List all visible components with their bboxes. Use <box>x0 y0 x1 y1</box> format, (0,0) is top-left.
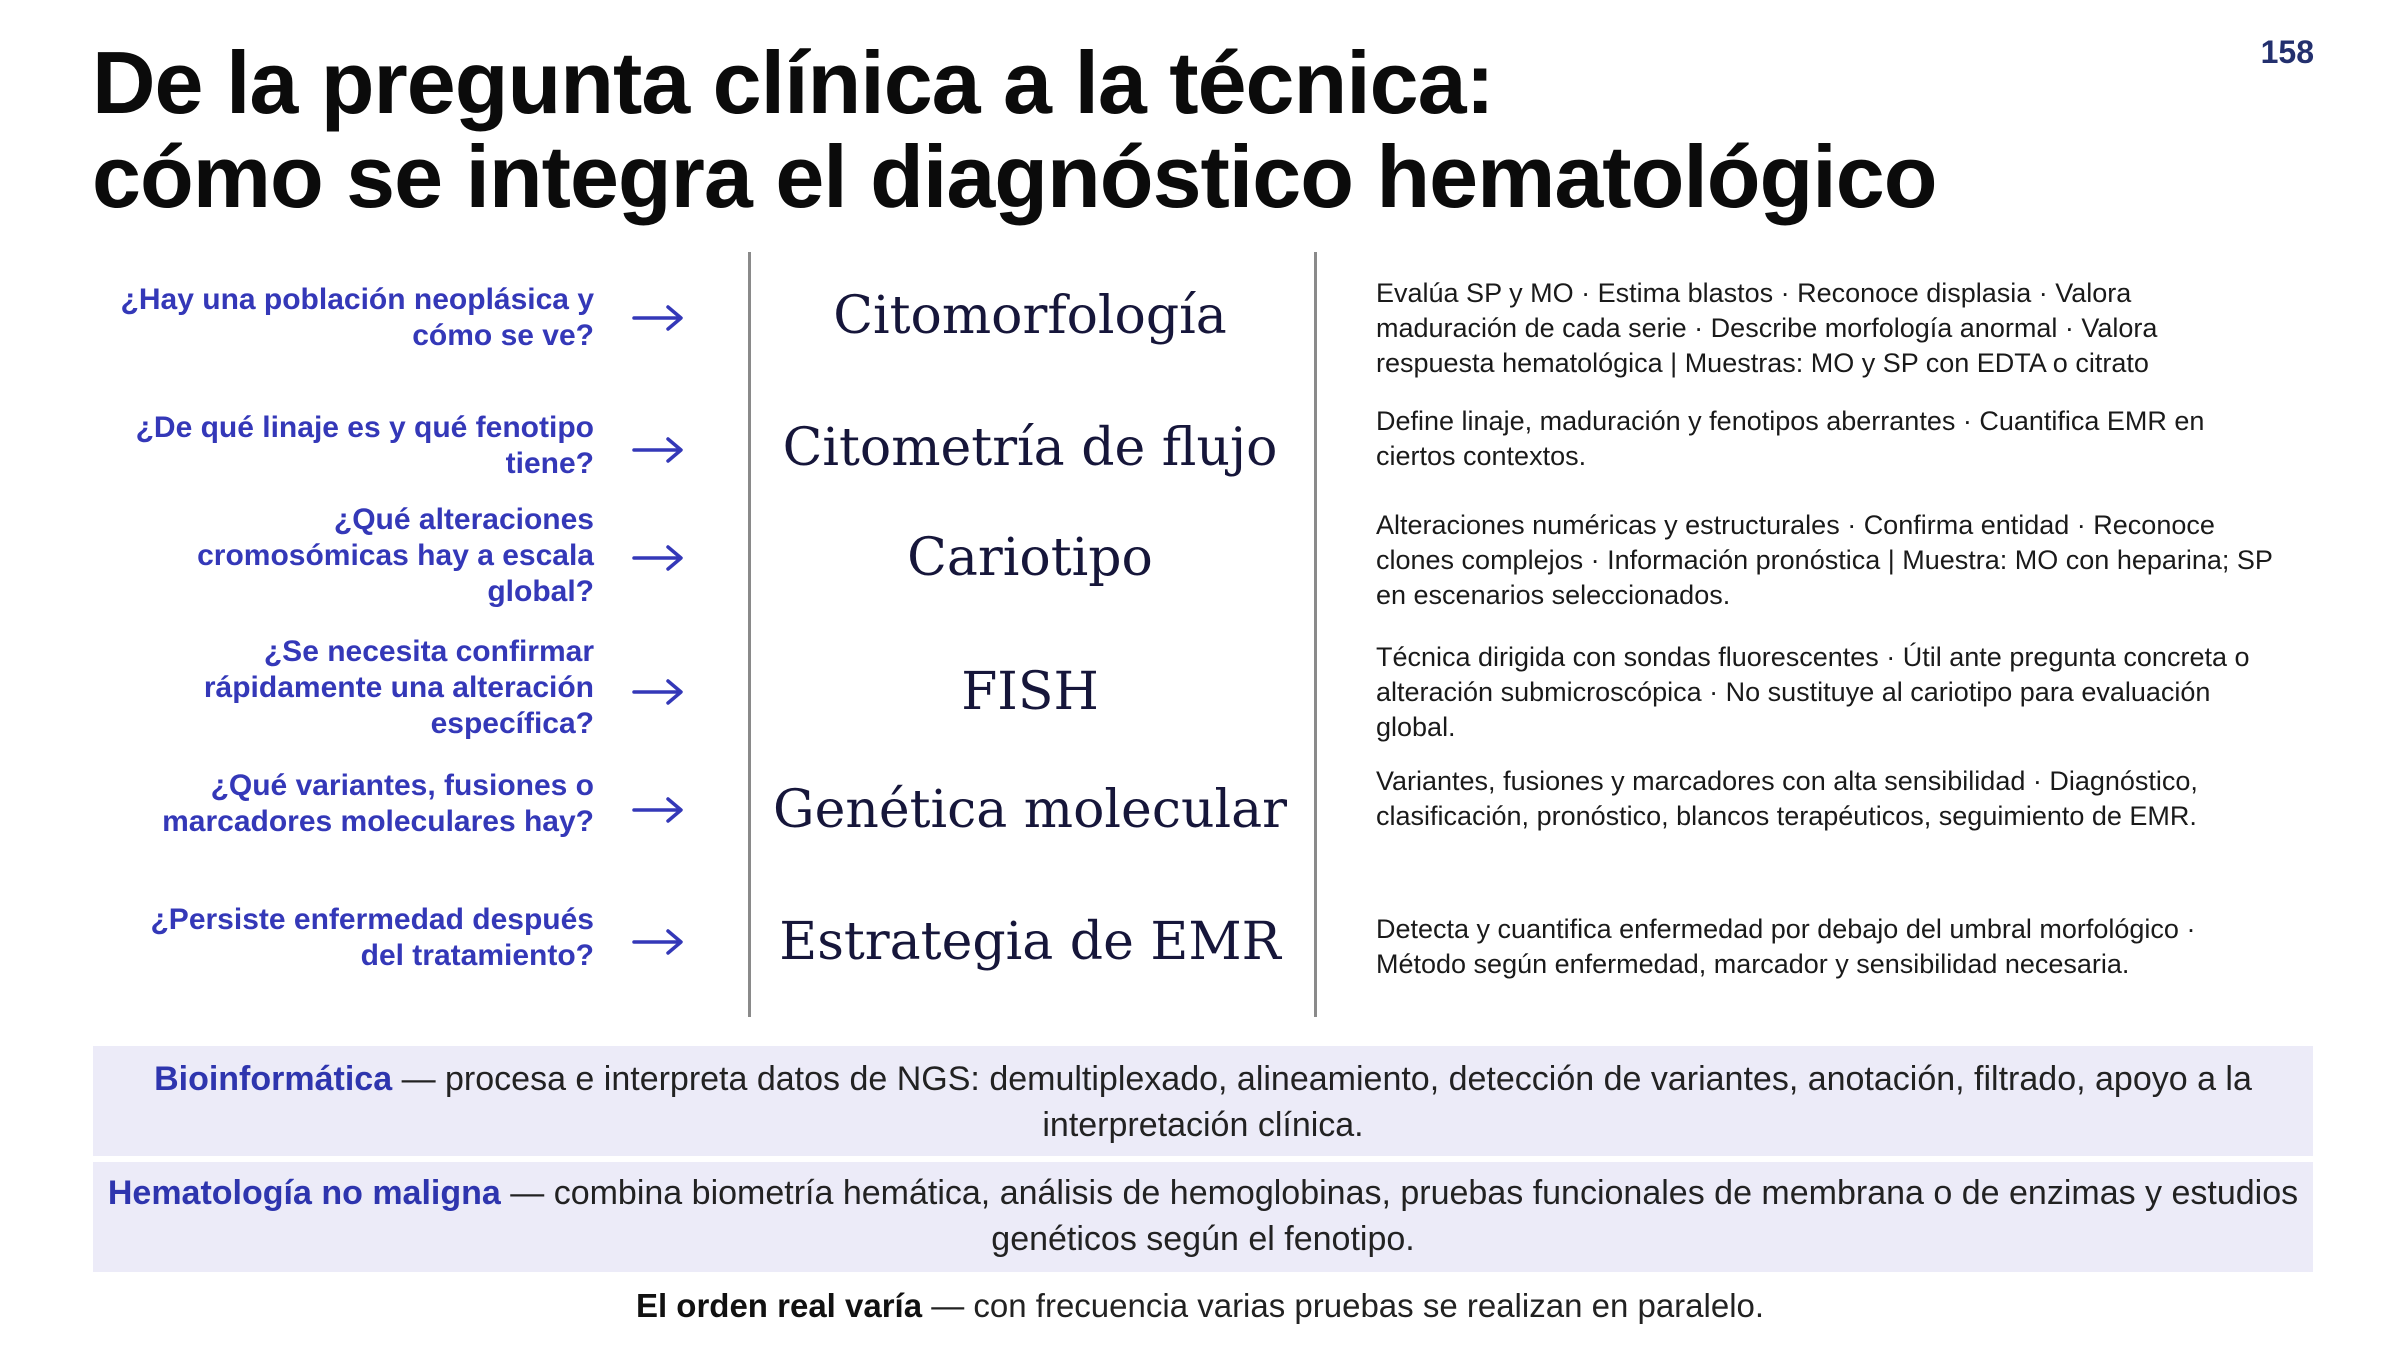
page-number: 158 <box>2260 34 2314 70</box>
column-divider-right <box>1314 252 1317 1017</box>
technique-name: Genética molecular <box>773 780 1287 840</box>
band-lead: Bioinformática <box>154 1060 393 1098</box>
bioinformatics-band <box>93 1046 2313 1156</box>
right-arrow-icon <box>632 922 686 962</box>
technique-description: Define linaje, maduración y fenotipos aberrantes · Cuantifica EMR en ciertos contextos. <box>1376 406 2205 471</box>
slide-title-line-1: De la pregunta clínica a la técnica: <box>92 33 1494 132</box>
technique-name: Citomorfología <box>833 286 1227 346</box>
column-divider-left <box>748 252 751 1017</box>
technique-description: Evalúa SP y MO · Estima blastos · Reconoce displasia · Valora maduración de cada serie · Describe morfología anormal · Valora respuesta hematológica | Muestras: MO y SP con EDTA o citrato <box>1376 278 2158 378</box>
footer-lead: El orden real varía <box>635 1287 923 1324</box>
clinical-question: ¿Qué alteraciones cromosómicas hay a escala global? <box>197 503 594 608</box>
technique-name: Citometría de flujo <box>782 418 1278 478</box>
clinical-question: ¿Se necesita confirmar rápidamente una alteración específica? <box>203 635 594 740</box>
technique-name: Cariotipo <box>907 528 1153 588</box>
clinical-question: ¿Qué variantes, fusiones o marcadores moleculares hay? <box>162 769 594 838</box>
right-arrow-icon <box>632 672 686 712</box>
footer-text: — con frecuencia varias pruebas se realizan en paralelo. <box>922 1287 1765 1324</box>
right-arrow-icon <box>632 430 686 470</box>
band-lead: Hematología no maligna <box>107 1174 501 1212</box>
right-arrow-icon <box>632 298 686 338</box>
non-malignant-hematology-band <box>93 1162 2313 1272</box>
slide-title-line-2: cómo se integra el diagnóstico hematológico <box>92 127 1937 226</box>
footer-note <box>0 1284 2400 1328</box>
technique-name: Estrategia de EMR <box>779 912 1281 972</box>
question-technique-table <box>0 252 2400 1017</box>
right-arrow-icon <box>632 538 686 578</box>
right-arrow-icon <box>632 790 686 830</box>
clinical-question: ¿Hay una población neoplásica y cómo se ve? <box>120 283 594 352</box>
slide-title <box>92 33 2242 226</box>
technique-description: Variantes, fusiones y marcadores con alta sensibilidad · Diagnóstico, clasificación, pronóstico, blancos terapéuticos, seguimiento de EMR. <box>1376 766 2198 831</box>
technique-description: Alteraciones numéricas y estructurales · Confirma entidad · Reconoce clones complejos · Información pronóstica | Muestra: MO con heparina; SP en escenarios seleccionados. <box>1376 510 2273 610</box>
clinical-question: ¿Persiste enfermedad después del tratamiento? <box>150 903 594 972</box>
band-text: — combina biometría hemática, análisis de hemoglobinas, pruebas funcionales de membrana o de enzimas y estudios genéticos según el fenotipo. <box>500 1174 2299 1258</box>
clinical-question: ¿De qué linaje es y qué fenotipo tiene? <box>135 411 594 480</box>
technique-description: Detecta y cuantifica enfermedad por debajo del umbral morfológico · Método según enfermedad, marcador y sensibilidad necesaria. <box>1376 914 2196 979</box>
technique-description: Técnica dirigida con sondas fluorescentes · Útil ante pregunta concreta o alteración submicroscópica · No sustituye al cariotipo para evaluación global. <box>1376 642 2250 742</box>
technique-name: FISH <box>961 662 1099 722</box>
band-text: — procesa e interpreta datos de NGS: demultiplexado, alineamiento, detección de variantes, anotación, filtrado, apoyo a la interpretación clínica. <box>392 1060 2252 1144</box>
